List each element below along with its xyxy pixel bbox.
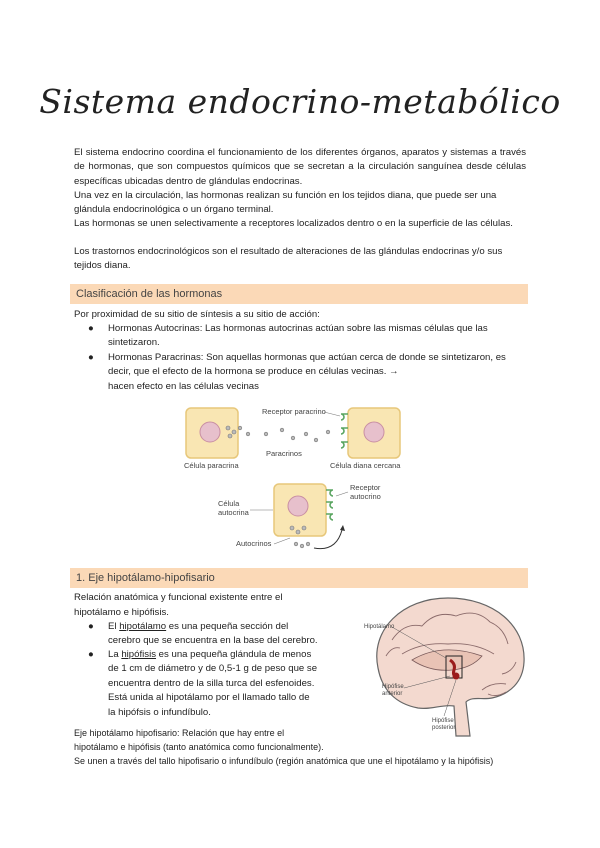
bullet-autocrinas: ● Hormonas Autocrinas: Las hormonas autocrinas actúan sobre las mismas células que las sintetizaron. bbox=[88, 323, 488, 349]
label-hipofise-posterior-2: posterior bbox=[432, 725, 456, 731]
autocrine-nucleus bbox=[288, 496, 308, 516]
intro-paragraph-4: Los trastornos endocrinológicos son el resultado de alteraciones de las glándulas endocrinas y/o sus tejidos diana. bbox=[74, 246, 503, 272]
label-paracrinos: Paracrinos bbox=[266, 449, 302, 458]
label-hipofise-anterior-2: anterior bbox=[382, 691, 403, 697]
label-celula-autocrina-2: autocrina bbox=[218, 508, 249, 517]
label-receptor-autocrino-1: Receptor bbox=[350, 483, 381, 492]
paracrine-receptors bbox=[341, 414, 348, 448]
eje-lead-2: hipotálamo e hipófisis. bbox=[74, 607, 169, 618]
label-autocrinos: Autocrinos bbox=[236, 539, 272, 548]
label-receptor-paracrino: Receptor paracrino bbox=[262, 407, 326, 416]
bullet-paracrinas-continuation: hacen efecto en las células vecinas bbox=[108, 381, 259, 392]
page-title: Sistema endocrino-metabólico bbox=[39, 82, 561, 121]
bullet-hipofisis: ● La hipófisis es una pequeña glándula de menos de 1 cm de diámetro y de 0,5-1 g de peso que se encuentra dentro de la silla turca del esfenoides. Está unida al hipotálamo por el llamado tallo de la hipófsis o infundíbulo. bbox=[88, 649, 318, 718]
hormone-signaling-figure bbox=[178, 398, 430, 556]
autocrine-receptors bbox=[326, 490, 333, 520]
bullet-paracrinas-text: Hormonas Paracrinas: Son aquellas hormonas que actúan cerca de donde se sintetizaron, es decir, que el efecto de la hormona se produce en células vecinas. → bbox=[108, 352, 506, 378]
classification-lead: Por proximidad de su sitio de síntesis a su sitio de acción: bbox=[74, 309, 320, 320]
intro-paragraph-2: Una vez en la circulación, las hormonas realizan su función en los tejidos diana, que puede ser una glándula endocrinológica o un órgano terminal. bbox=[74, 190, 497, 216]
label-hipofise-posterior-1: Hipófise bbox=[432, 718, 454, 724]
intro-paragraph-1: El sistema endocrino coordina el funcionamiento de los diferentes órganos, aparatos y sistemas a través de hormonas, que son compuestos químicos que se secretan a la circulación sanguínea desde células específicas ubicadas dentro de glándulas endocrinas. bbox=[74, 147, 526, 187]
intro-paragraph-3: Las hormonas se unen selectivamente a receptores localizados dentro o en la superficie de las células. bbox=[74, 218, 513, 229]
eje-lead-1: Relación anatómica y funcional existente entre el bbox=[74, 592, 283, 603]
bullet-paracrinas: ● Hormonas Paracrinas: Son aquellas hormonas que actúan cerca de donde se sintetizaron, es decir, que el efecto de la hormona se produce en células vecinas. → bbox=[88, 352, 506, 378]
eje-note-2: hipotálamo e hipófisis (tanto anatómica como funcionalmente). bbox=[74, 742, 324, 752]
paracrine-nucleus bbox=[200, 422, 220, 442]
bullet-hipotalamo: ● El hipotálamo es una pequeña sección del cerebro que se encuentra en la base del cerebro. bbox=[88, 621, 318, 647]
section-heading-classification: Clasificación de las hormonas bbox=[70, 284, 528, 304]
paracrine-molecules bbox=[226, 426, 330, 442]
label-celula-autocrina-1: Célula bbox=[218, 499, 240, 508]
section-heading-eje: 1. Eje hipotálamo-hipofisario bbox=[70, 568, 528, 588]
term-hipotalamo: hipotálamo bbox=[119, 621, 167, 632]
label-hipotalamo-brain: Hipotálamo bbox=[364, 624, 395, 630]
term-hipofisis: hipófisis bbox=[121, 649, 157, 660]
label-celula-paracrina: Célula paracrina bbox=[184, 461, 239, 470]
label-receptor-autocrino-2: autocrino bbox=[350, 492, 381, 501]
eje-note-1: Eje hipotálamo hipofisario: Relación que hay entre el bbox=[74, 728, 285, 738]
pituitary-gland bbox=[453, 673, 460, 680]
eje-note-3: Se unen a través del tallo hipofisario o infundíbulo (región anatómica que une el hipotálamo y la hipófisis) bbox=[74, 756, 494, 766]
target-nucleus bbox=[364, 422, 384, 442]
brain-sagittal-figure bbox=[362, 590, 532, 738]
bullet-autocrinas-text: Hormonas Autocrinas: Las hormonas autocrinas actúan sobre las mismas células que las sintetizaron. bbox=[108, 323, 488, 349]
label-hipofise-anterior-1: Hipófise bbox=[382, 684, 404, 690]
label-celula-diana: Célula diana cercana bbox=[330, 461, 401, 470]
